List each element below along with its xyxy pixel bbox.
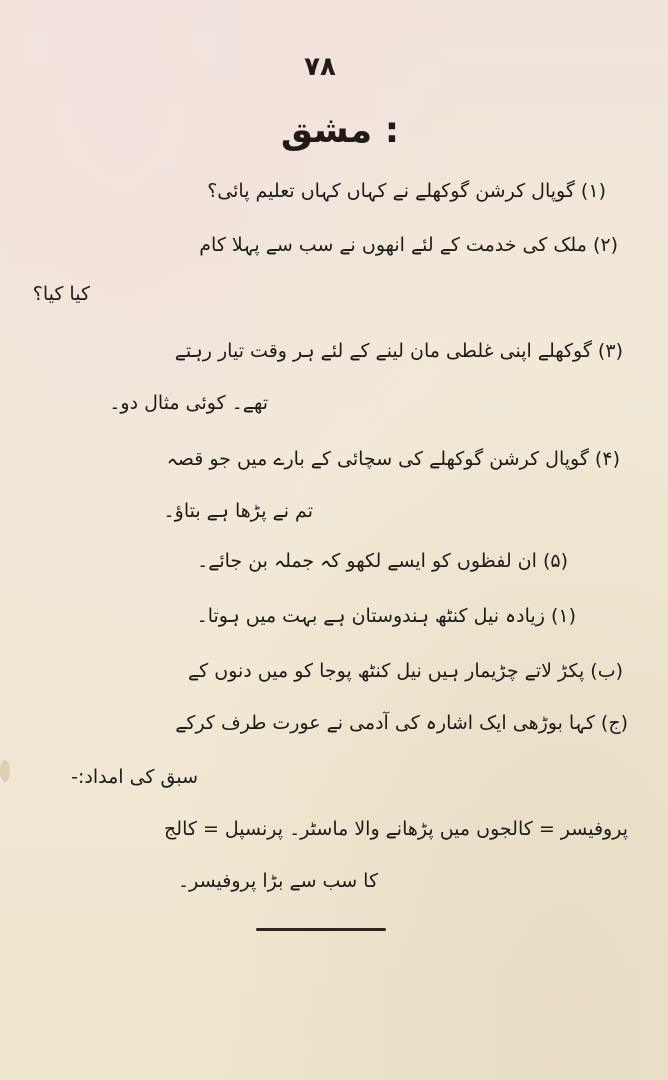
question-4: (۴) گوپال کرشن گوکھلے کی سچائی کے بارے میں جو قصہ [166,448,620,470]
sentence-b: (ب) پکڑ لاتے چڑیمار ہیں نیل کنٹھ پوجا کو میں دنوں کے [188,660,623,682]
question-4-cont: تم نے پڑھا ہے بتاؤ۔ [163,500,313,522]
question-3: (۳) گوکھلے اپنی غلطی مان لینے کے لئے ہر وقت تیار رہتے [174,340,623,362]
exercise-heading: مشق : [280,110,400,151]
page-number: ۷۸ [304,52,336,82]
sentence-c: (ج) کہا بوڑھی ایک اشارہ کی آدمی نے عورت طرف کرکے [175,712,628,734]
glossary-line-2: کا سب سے بڑا پروفیسر۔ [177,870,378,892]
sentence-a: (۱) زیادہ نیل کنٹھ ہندوستان ہے بہت میں ہوتا۔ [196,605,576,627]
question-2: (۲) ملک کی خدمت کے لئے انھوں نے سب سے پہلا کام [199,234,618,256]
section-end-rule [256,928,386,931]
question-1: (۱) گوپال کرشن گوکھلے نے کہاں کہاں تعلیم پائی؟ [207,180,606,202]
lesson-help-heading: سبق کی امداد:- [71,766,198,788]
question-3-cont: تھے۔ کوئی مثال دو۔ [109,392,268,414]
question-5: (۵) ان لفظوں کو ایسے لکھو کہ جملہ بن جائے۔ [197,550,568,572]
question-2-cont: کیا کیا؟ [32,283,90,305]
page-stain [0,760,10,782]
glossary-line-1: پروفیسر = کالجوں میں پڑھانے والا ماسٹر۔ پرنسپل = کالج [164,818,628,840]
